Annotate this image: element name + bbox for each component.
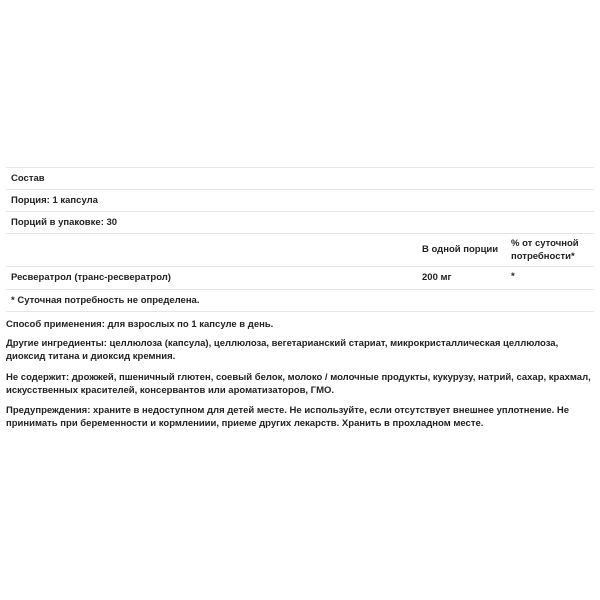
usage-text: Способ применения: для взрослых по 1 капсуле в день. bbox=[6, 319, 274, 330]
daily-value-header-line2: потребности* bbox=[511, 251, 575, 262]
per-serving-header: В одной порции bbox=[422, 244, 499, 255]
supplement-facts-table bbox=[6, 167, 594, 312]
warnings-text: Предупреждения: храните в недоступном для детей месте. Не используйте, если отсутствует внешнее уплотнение. Не принимать при беременности и кормлениии, приеме других лекарств. Хранить в прохладном месте. bbox=[6, 405, 570, 429]
daily-value-header-line1: % от суточной bbox=[511, 238, 579, 249]
other-ingredients-text: Другие ингредиенты: целлюлоза (капсула), целлюлоза, вегетарианский стариат, микрокристаллическая целлюлоза, диоксид титана и диоксид кремния. bbox=[6, 338, 559, 362]
servings-per-container-row bbox=[6, 211, 594, 233]
ingredient-name: Ресвератрол (транс-ресвератрол) bbox=[11, 272, 171, 283]
table-title: Состав bbox=[11, 173, 45, 184]
table-title-row bbox=[6, 167, 594, 189]
ingredient-amount: 200 мг bbox=[422, 272, 452, 283]
footnote-row bbox=[6, 289, 594, 312]
servings-per-container: Порций в упаковке: 30 bbox=[11, 217, 118, 228]
daily-value-header bbox=[511, 237, 579, 263]
table-row bbox=[6, 266, 594, 289]
serving-size: Порция: 1 капсула bbox=[11, 195, 98, 206]
free-of-text: Не содержит: дрожжей, пшеничный глютен, соевый белок, молоко / молочные продукты, кукурузу, натрий, сахар, крахмал, искусственных красителей, консервантов или ароматизаторов, ГМО. bbox=[6, 372, 591, 396]
ingredient-dv: * bbox=[511, 271, 515, 282]
table-header-row bbox=[6, 233, 594, 266]
footnote: * Суточная потребность не определена. bbox=[11, 295, 200, 306]
serving-size-row bbox=[6, 189, 594, 211]
